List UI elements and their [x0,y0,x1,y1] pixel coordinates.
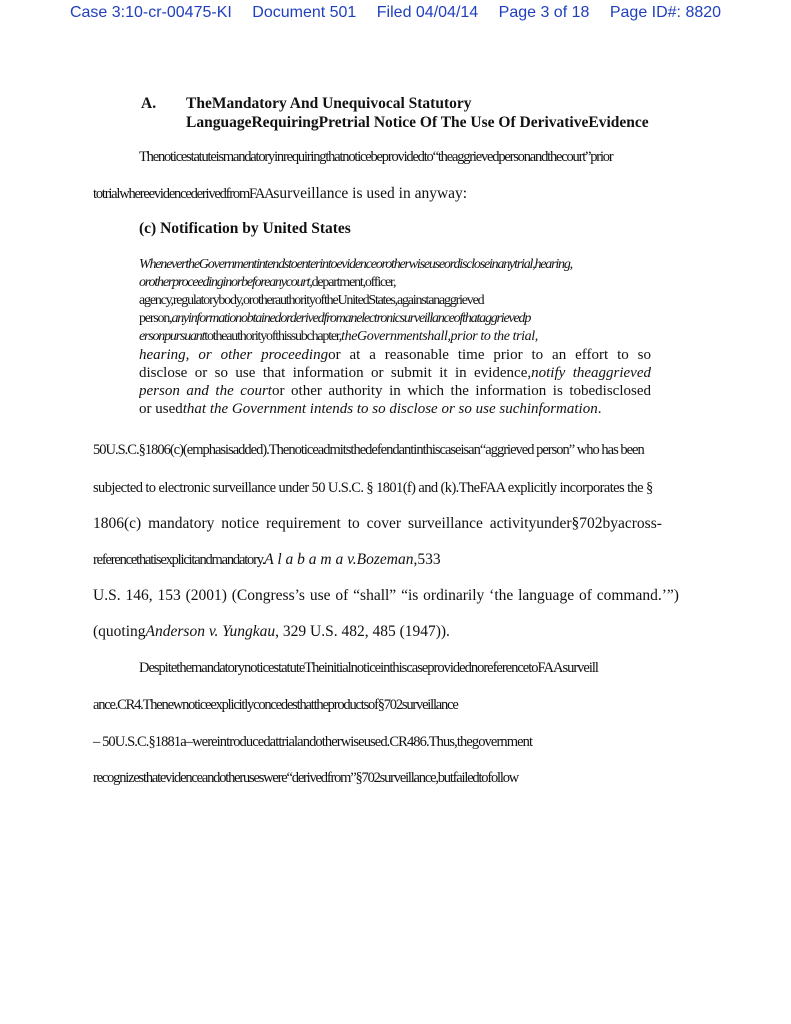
document-number: Document 501 [252,4,357,21]
body-line: recognizesthatevidenceandotheruseswere“derivedfrom”§702surveillance,butfailedtofollow [93,770,519,786]
case-number: Case 3:10-cr-00475-KI [69,4,232,21]
quote-text: or other authority in which the information is tobedisclosed [271,383,651,399]
quote-line: WhenevertheGovernmentintendstoenterintoevidenceorotherwiseuseordiscloseinanytrial,hearing, [139,257,572,272]
body-line [93,550,441,570]
quote-line [139,382,651,400]
quote-text: disclose or so use that information or submit it in evidence, [139,365,532,381]
body-line: U.S. 146, 153 (2001) (Congress’s use of “shall” “is ordinarily ‘the language of command.’”) [93,587,679,604]
quote-text: ersonpursuant [139,329,205,344]
section-letter: A. [141,95,157,112]
body-text: (quoting [93,623,146,640]
block-quote [139,256,651,418]
quote-text: hearing, or other proceeding [139,347,329,363]
body-line [93,184,467,204]
body-text: ,533 [413,551,441,568]
body-line: ance.CR4.Thenewnoticeexplicitlyconcedesthattheproductsof§702surveillance [93,697,458,713]
subsection-heading: (c) Notification by United States [139,220,351,237]
body-line: 50U.S.C.§1806(c)(emphasisadded).Thenoticeadmitsthedefendantinthiscaseisan“aggrieved person” who has been [93,442,644,458]
quote-line [139,346,651,364]
body-text: A l a b a m a v.Bozeman [264,551,414,568]
quote-text: anyinformationobtainedorderivedfromanelectronicsurveillanceofthataggrievedp [171,311,531,326]
quote-line [139,310,651,328]
quote-text: person, [139,311,172,326]
body-line: 1806(c) mandatory notice requirement to cover surveillance activityunder§702byacross- [93,515,662,532]
quote-text: . [597,401,602,417]
quote-text: person and the court [139,383,272,399]
quote-text: orotherproceedinginorbeforeanycourt, [139,275,312,290]
quote-text: department,officer, [311,275,396,290]
quote-text: notify theaggrieved [531,365,651,381]
section-title-line: TheMandatory And Unequivocal Statutory [186,95,472,112]
body-line [93,622,450,642]
quote-text: theGovernmentshall,prior to the trial, [341,329,538,344]
quote-line [139,328,651,346]
section-title [186,94,666,132]
quote-line [139,274,651,292]
quote-line [139,364,651,382]
page-id: Page ID#: 8820 [609,4,722,21]
quote-text: or at a reasonable time prior to an effort to so [328,347,651,363]
filed-date: Filed 04/04/14 [376,4,479,21]
section-title-line: LanguageRequiringPretrial Notice Of The Use Of DerivativeEvidence [186,114,649,131]
body-text: surveillance is used in anyway: [273,185,468,202]
body-text: referencethatisexplicitandmandatory. [93,552,265,568]
quote-line: agency,regulatorybody,orotherauthorityoftheUnitedStates,againstanaggrieved [139,293,484,308]
case-header [0,4,791,22]
body-line: subjected to electronic surveillance under 50 U.S.C. § 1801(f) and (k).TheFAA explicitly incorporates the § [93,480,653,496]
quote-text: that the Government intends to so disclose or so use suchinformation [182,401,598,417]
quote-line [139,400,651,418]
quote-text: totheauthorityofthissubchapter, [204,329,342,344]
body-line: – 50U.S.C.§1881a–wereintroducedattrialandotherwiseused.CR486.Thus,thegovernment [93,734,533,750]
page-number: Page 3 of 18 [498,4,590,21]
quote-text: or used [139,401,183,417]
body-text: Anderson v. Yungkau [145,623,276,640]
body-text: , 329 U.S. 482, 485 (1947)). [275,623,450,640]
body-text: totrialwhereevidencederivedfromFAA [93,186,274,202]
body-line: Thenoticestatuteismandatoryinrequiringthatnoticebeprovidedto“theaggrievedpersonandthecourt”prior [139,149,613,165]
body-line: DespitethemandatorynoticestatuteTheinitialnoticeinthiscaseprovidednoreferencetoFAAsurveill [139,660,598,676]
